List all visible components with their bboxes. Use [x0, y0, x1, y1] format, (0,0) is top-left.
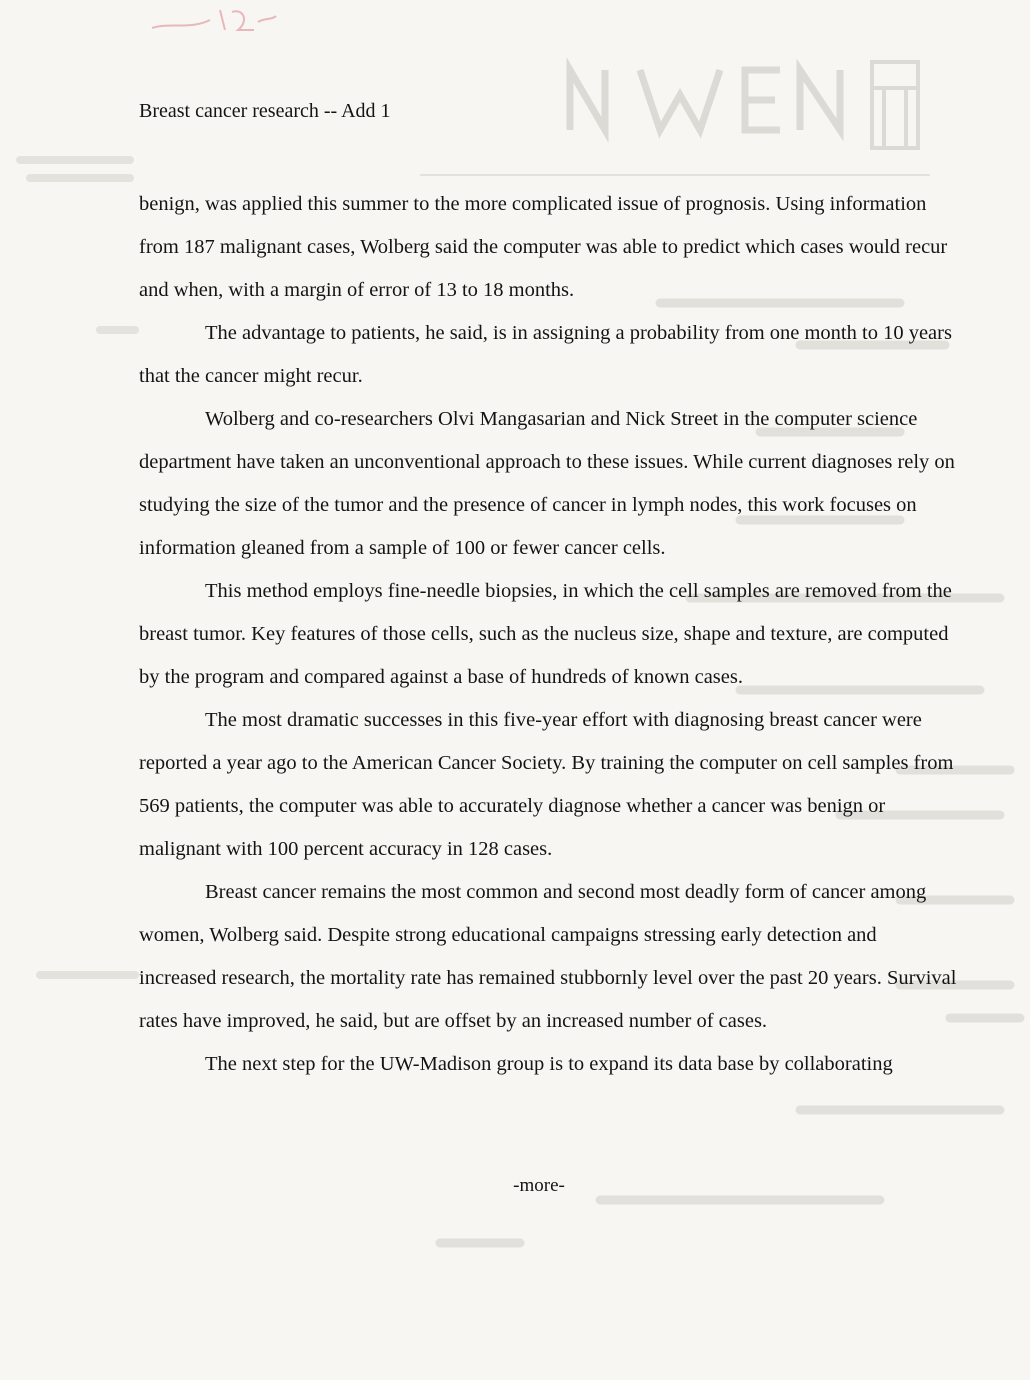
paragraph: The most dramatic successes in this five-year effort with diagnosing breast cancer were reported a year ago to the American Cancer Society. By training the computer on cell samples from 569 patients, the computer was able to accurately diagnose whether a cancer was benign or malignant with 100 percent accuracy in 128 cases.	[139, 709, 954, 860]
running-head: Breast cancer research -- Add 1	[139, 100, 391, 122]
more-marker: -more-	[513, 1175, 565, 1196]
paragraph: benign, was applied this summer to the more complicated issue of prognosis. Using information from 187 malignant cases, Wolberg said the computer was able to predict which cases would recur and when, with a margin of error of 13 to 18 months.	[139, 193, 948, 301]
paragraph: Wolberg and co-researchers Olvi Mangasarian and Nick Street in the computer science department have taken an unconventional approach to these issues. While current diagnoses rely on studying the size of the tumor and the presence of cancer in lymph nodes, this work focuses on information gleaned from a sample of 100 or fewer cancer cells.	[139, 408, 955, 559]
paragraph: The advantage to patients, he said, is in assigning a probability from one month to 10 years that the cancer might recur.	[139, 322, 952, 387]
ghost-letter	[570, 70, 605, 130]
paragraph: Breast cancer remains the most common and second most deadly form of cancer among women, Wolberg said. Despite strong educational campaigns stressing early detection and increased research, the mortality rate has remained stubbornly level over the past 20 years. Survival rates have improved, he said, but are offset by an increased number of cases.	[139, 881, 957, 1032]
paragraph: This method employs fine-needle biopsies, in which the cell samples are removed from the breast tumor. Key features of those cells, such as the nucleus size, shape and texture, are computed by the program and compared against a base of hundreds of known cases.	[139, 580, 952, 688]
handwritten-mark	[150, 0, 280, 45]
body-text	[139, 183, 959, 1086]
paragraph: The next step for the UW-Madison group is to expand its data base by collaborating	[205, 1053, 893, 1075]
